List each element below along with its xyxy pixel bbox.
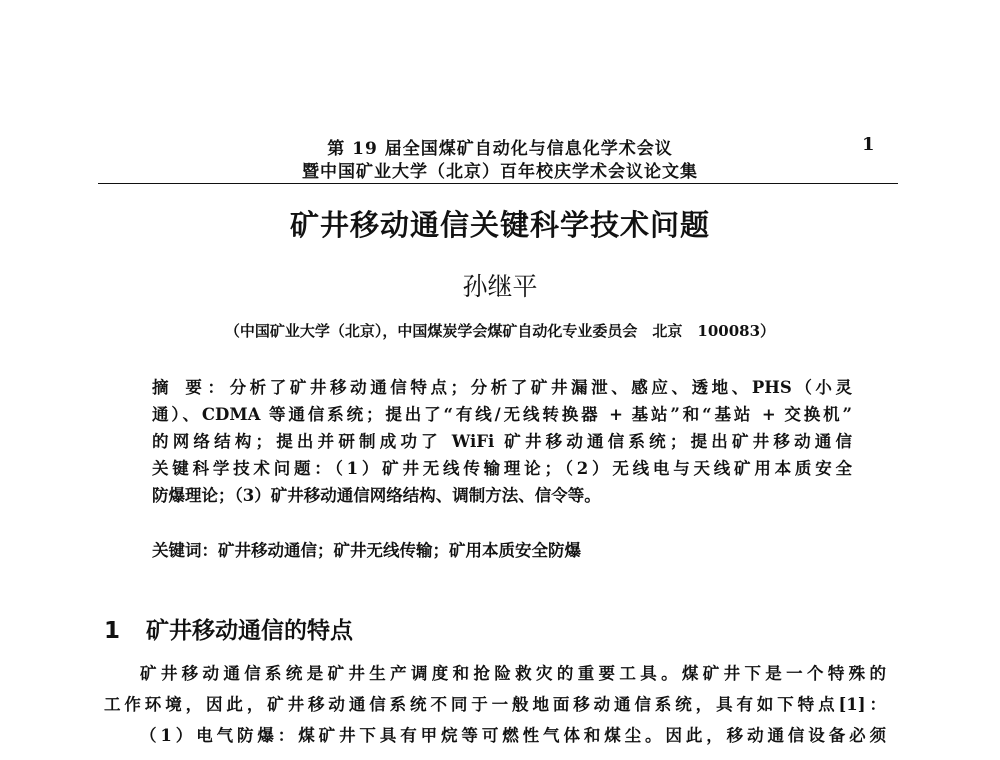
section-number: 1 [104, 618, 121, 644]
abstract-text: 分析了矿井移动通信特点；分析了矿井漏泄、感应、透地、PHS（小灵 [229, 378, 852, 397]
abstract [152, 374, 852, 509]
header-rule [98, 183, 898, 184]
section-heading [104, 612, 353, 645]
paper-title: 矿井移动通信关键科学技术问题 [289, 208, 710, 242]
paper-author: 孙继平 [462, 272, 538, 301]
body-line: 矿井移动通信系统是矿井生产调度和抢险救灾的重要工具。煤矿井下是一个特殊的 [140, 664, 886, 683]
abstract-line: 的网络结构；提出并研制成功了 WiFi 矿井移动通信系统；提出矿井移动通信 [152, 432, 852, 451]
body-line: （1）电气防爆：煤矿井下具有甲烷等可燃性气体和煤尘。因此，移动通信设备必须 [140, 726, 886, 745]
abstract-label: 摘 要： [152, 378, 230, 397]
section-title: 矿井移动通信的特点 [146, 618, 353, 644]
section-body [104, 658, 886, 751]
page-number: 1 [862, 134, 875, 155]
abstract-line: 通）、CDMA 等通信系统；提出了“有线/无线转换器 + 基站”和“基站 + 交换机” [152, 405, 852, 424]
conference-header-line-1: 第 19 届全国煤矿自动化与信息化学术会议 [327, 139, 673, 159]
keywords-label: 关键词： [152, 541, 218, 560]
paper-affiliation: （中国矿业大学（北京），中国煤炭学会煤矿自动化专业委员会 北京 100083） [224, 322, 776, 340]
body-line: 工作环境，因此，矿井移动通信系统不同于一般地面移动通信系统，具有如下特点[1]： [104, 695, 886, 714]
conference-header-line-2: 暨中国矿业大学（北京）百年校庆学术会议论文集 [302, 162, 698, 182]
keywords [152, 537, 852, 561]
abstract-line: 关键科学技术问题：（1）矿井无线传输理论；（2）无线电与天线矿用本质安全 [152, 459, 852, 478]
abstract-line: 防爆理论；（3）矿井移动通信网络结构、调制方法、信令等。 [152, 486, 601, 505]
abstract-line [152, 374, 852, 401]
keywords-text: 矿井移动通信；矿井无线传输；矿用本质安全防爆 [218, 541, 581, 560]
